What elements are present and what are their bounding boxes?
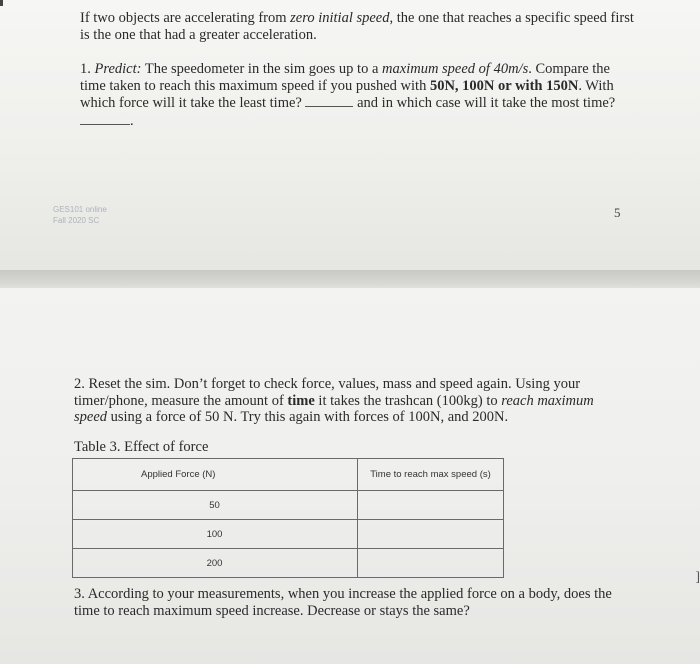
page-gap: [0, 270, 700, 290]
table-header-row: [73, 459, 504, 491]
question-3: 3. According to your measurements, when you increase the applied force on a body, does the time to reach maximum speed increase. Decrease or stays the same?: [74, 586, 612, 619]
header-time-max-speed: Time to reach max speed (s): [358, 459, 504, 491]
table-row: [73, 549, 504, 578]
answer-blank-least[interactable]: [305, 94, 353, 107]
course-label: GES101 online: [53, 205, 107, 214]
term-label: Fall 2020 SC: [53, 216, 100, 225]
bottom-page: [0, 288, 700, 664]
force-cell: 100: [73, 520, 358, 549]
page-footer: [53, 204, 107, 226]
table-row: [73, 491, 504, 520]
time-cell[interactable]: [358, 520, 504, 549]
intro-paragraph: If two objects are accelerating from zero initial speed, the one that reaches a specific speed first is the one that had a greater acceleration.: [80, 10, 634, 43]
edge-bracket: ]: [695, 570, 700, 585]
header-applied-force: Applied Force (N): [73, 459, 358, 491]
page-number: 5: [614, 205, 621, 220]
table-caption: Table 3. Effect of force: [74, 439, 209, 455]
table-row: [73, 520, 504, 549]
time-cell[interactable]: [358, 491, 504, 520]
top-page: [0, 0, 700, 270]
force-cell: 200: [73, 549, 358, 578]
time-cell[interactable]: [358, 549, 504, 578]
effect-of-force-table: [72, 458, 504, 578]
corner-mark: [0, 0, 3, 6]
answer-blank-most[interactable]: [80, 112, 130, 125]
question-2: 2. Reset the sim. Don’t forget to check force, values, mass and speed again. Using your timer/phone, measure the amount of time it takes the trashcan (100kg) to reach maximum speed using a force of 50 N. Try this again with forces of 100N, and 200N.: [74, 376, 594, 425]
question-1: 1. Predict: The speedometer in the sim goes up to a maximum speed of 40m/s. Compare the time taken to reach this maximum speed if you pushed with 50N, 100N or with 150N. With which force will it take the least time? and in which case will it take the most time? .: [80, 61, 616, 129]
force-cell: 50: [73, 491, 358, 520]
